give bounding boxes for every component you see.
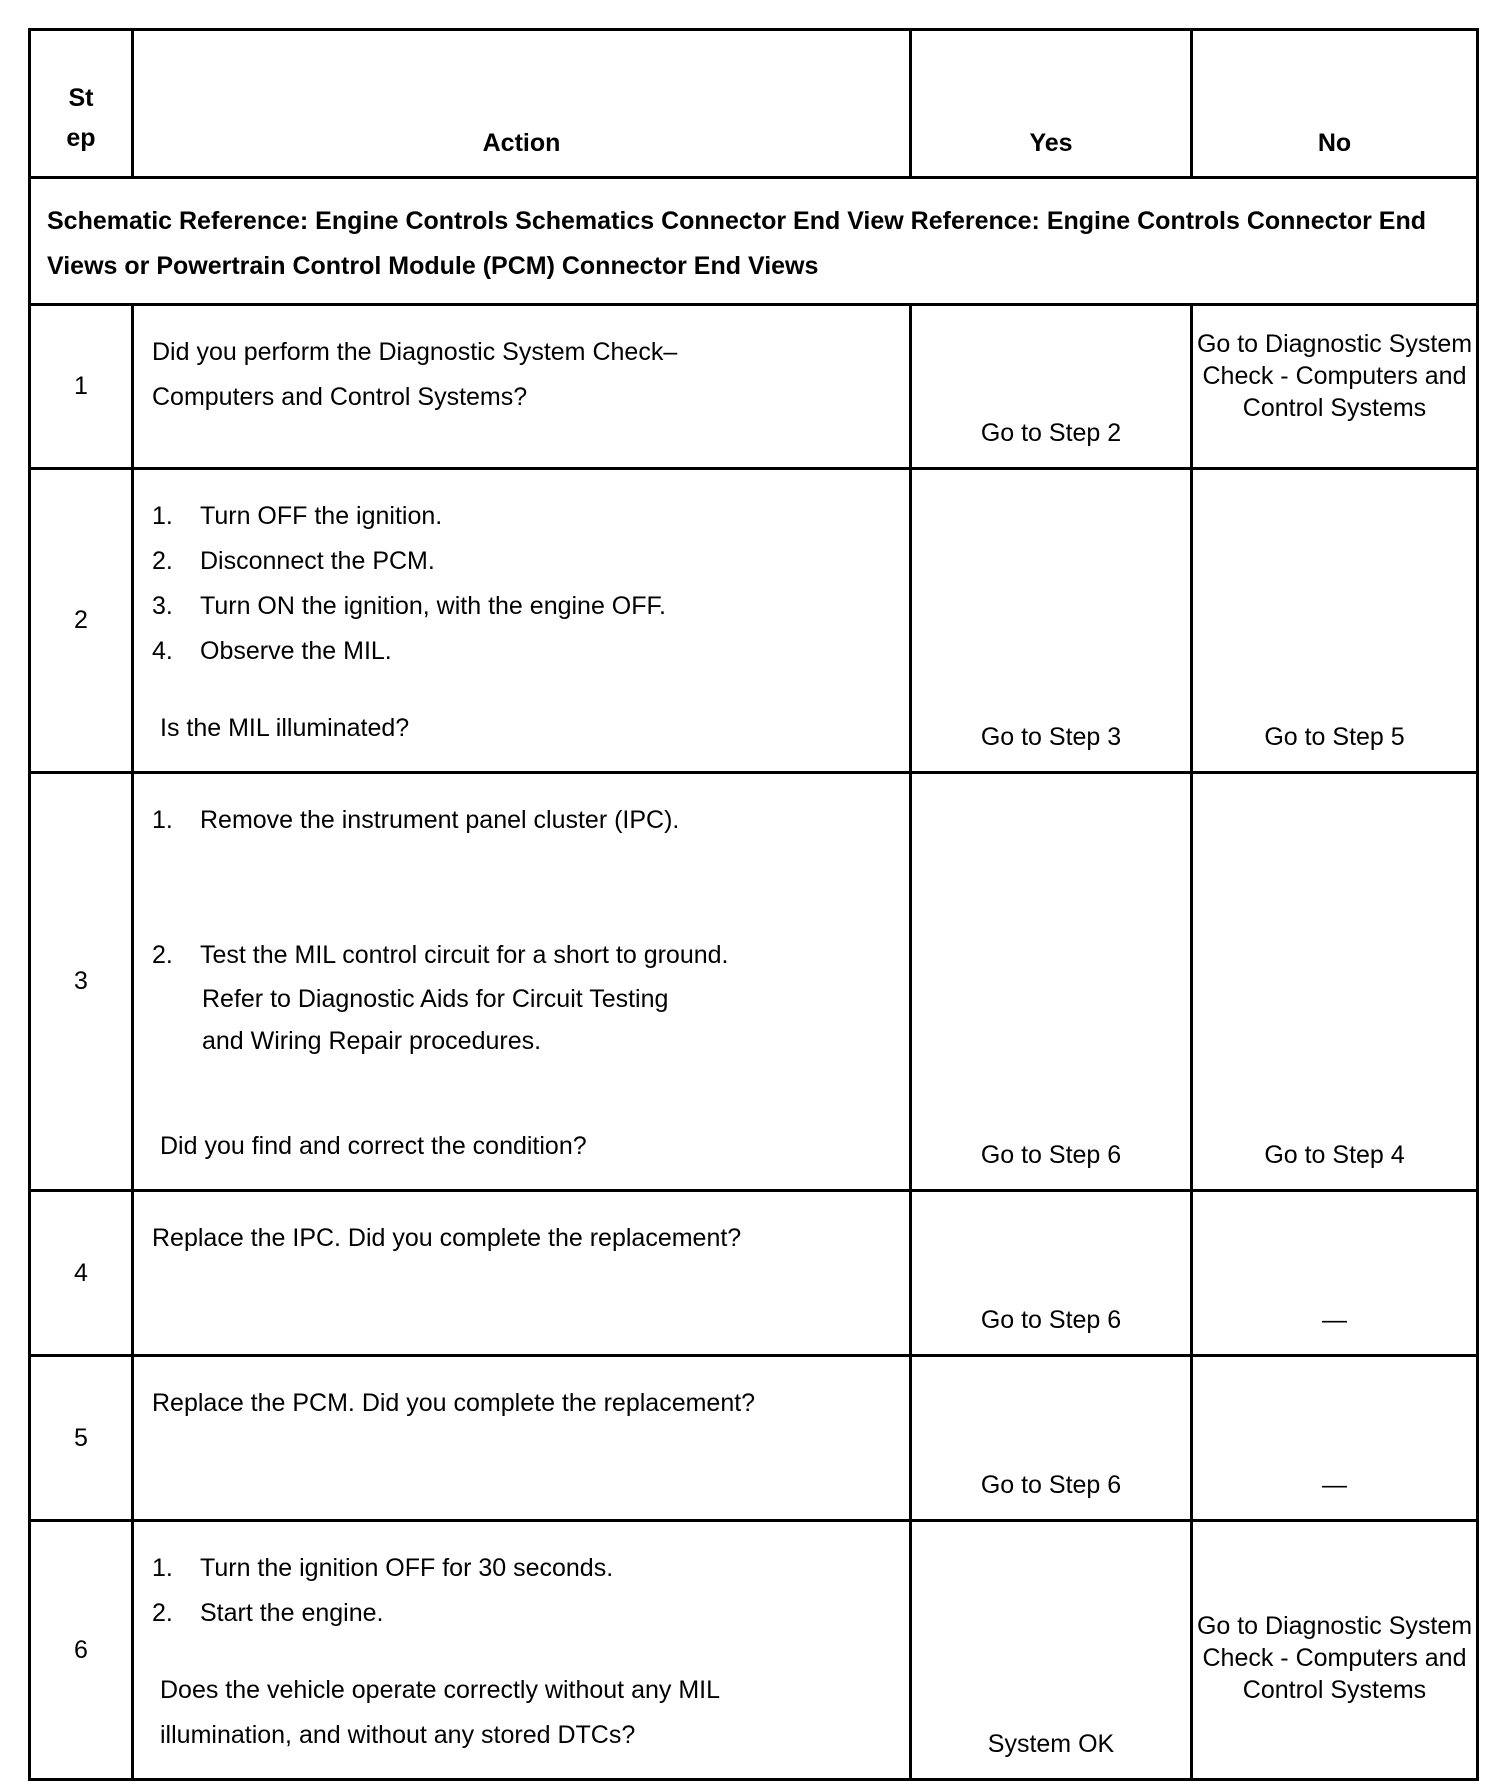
yes-cell: Go to Step 3 — [911, 469, 1192, 773]
list-item: 3. Turn ON the ignition, with the engine OFF. — [152, 592, 666, 620]
step-number: 1 — [30, 305, 133, 469]
list-item: 1. Remove the instrument panel cluster (IPC). — [152, 806, 680, 834]
table-header-row — [30, 30, 1478, 178]
yes-cell: Go to Step 2 — [911, 305, 1192, 469]
diagnostic-table-document — [28, 28, 1476, 1781]
no-cell: — — [1192, 1356, 1478, 1521]
action-list — [152, 1546, 891, 1636]
no-cell: — — [1192, 1191, 1478, 1356]
action-question: Did you find and correct the condition? — [160, 1132, 587, 1160]
action-question: Did you perform the Diagnostic System Check– Computers and Control Systems? — [133, 305, 911, 469]
list-item: 2. Test the MIL control circuit for a short to ground. — [152, 941, 729, 969]
yes-cell: Go to Step 6 — [911, 1356, 1192, 1521]
action-list — [152, 494, 891, 674]
step-number: 2 — [30, 469, 133, 773]
list-item: 1. Turn the ignition OFF for 30 seconds. — [152, 1554, 614, 1582]
no-cell: Go to Diagnostic System Check - Computers and Control Systems — [1192, 305, 1478, 469]
step-number: 5 — [30, 1356, 133, 1521]
action-list — [152, 933, 891, 978]
action-question: Does the vehicle operate correctly without any MIL illumination, and without any stored DTCs? — [160, 1676, 720, 1749]
table-row — [30, 773, 1478, 1191]
table-row — [30, 469, 1478, 773]
step-number: 3 — [30, 773, 133, 1191]
table-row — [30, 1356, 1478, 1521]
header-no: No — [1192, 30, 1478, 178]
yes-cell: System OK — [911, 1521, 1192, 1780]
no-cell: Go to Diagnostic System Check - Computers and Control Systems — [1192, 1521, 1478, 1780]
schematic-reference: Schematic Reference: Engine Controls Schematics Connector End View Reference: Engine Controls Connector End Views or Powertrain Control Module (PCM) Connector End Views — [30, 178, 1478, 305]
header-yes: Yes — [911, 30, 1192, 178]
diagnostic-table — [28, 28, 1479, 1781]
list-item: 1. Turn OFF the ignition. — [152, 502, 443, 530]
list-item: 2. Disconnect the PCM. — [152, 547, 435, 575]
no-cell: Go to Step 4 — [1192, 773, 1478, 1191]
reference-row — [30, 178, 1478, 305]
yes-cell: Go to Step 6 — [911, 1191, 1192, 1356]
header-step: St ep — [30, 30, 133, 178]
action-question: Replace the IPC. Did you complete the replacement? — [133, 1191, 911, 1356]
step-number: 4 — [30, 1191, 133, 1356]
action-list — [152, 798, 891, 843]
list-item-note: Refer to Diagnostic Aids for Circuit Testing and Wiring Repair procedures. — [202, 985, 669, 1055]
action-cell — [133, 773, 911, 1191]
step-number: 6 — [30, 1521, 133, 1780]
table-row — [30, 1191, 1478, 1356]
action-question: Is the MIL illuminated? — [160, 714, 410, 742]
no-cell: Go to Step 5 — [1192, 469, 1478, 773]
action-cell — [133, 469, 911, 773]
action-question: Replace the PCM. Did you complete the replacement? — [133, 1356, 911, 1521]
list-item: 4. Observe the MIL. — [152, 637, 392, 665]
table-row — [30, 1521, 1478, 1780]
action-cell — [133, 1521, 911, 1780]
header-action: Action — [133, 30, 911, 178]
list-item: 2. Start the engine. — [152, 1599, 384, 1627]
yes-cell: Go to Step 6 — [911, 773, 1192, 1191]
table-row — [30, 305, 1478, 469]
